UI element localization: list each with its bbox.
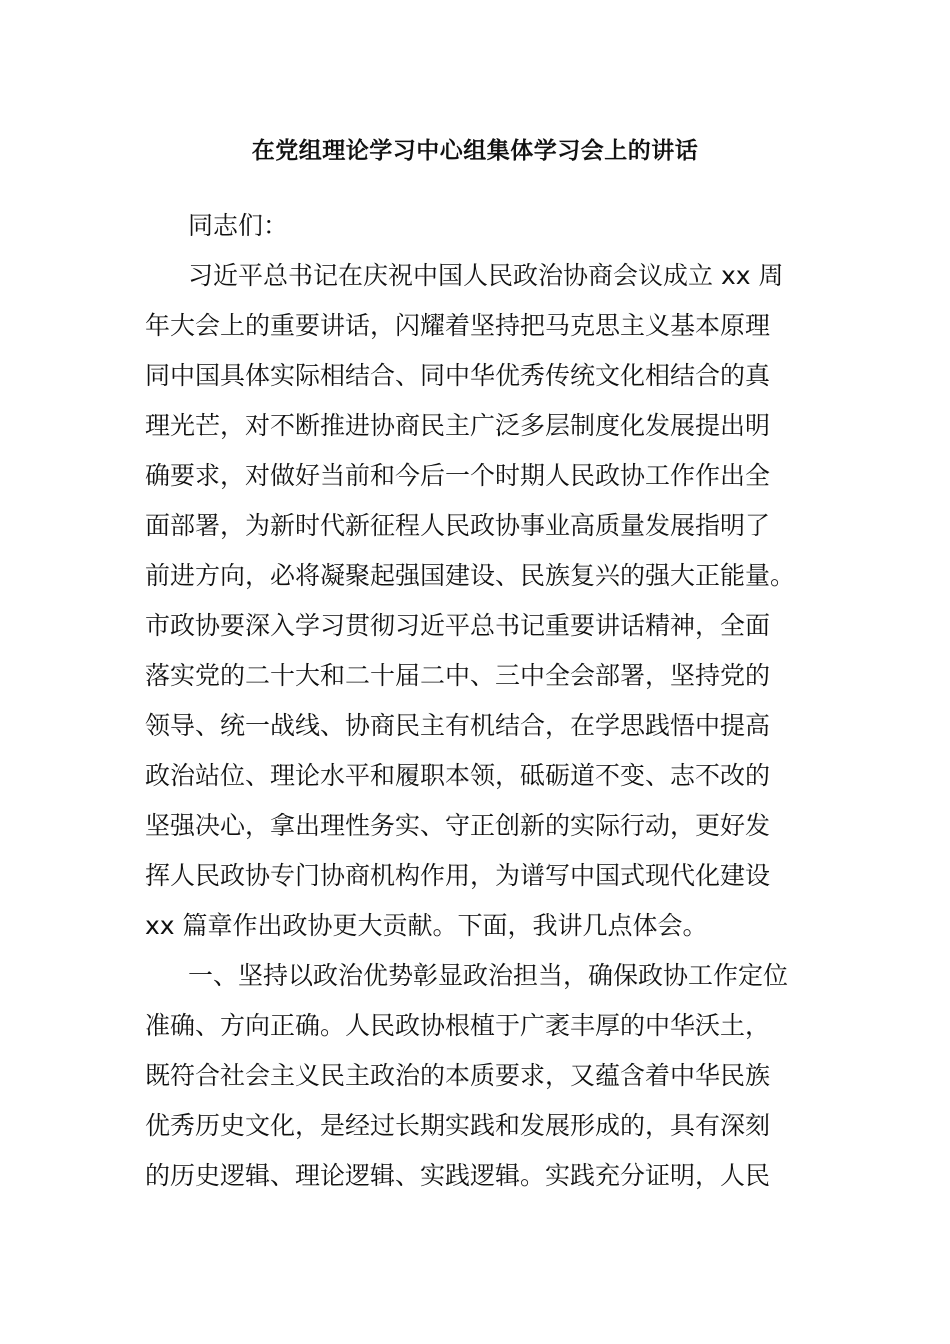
document-body (145, 201, 805, 1201)
body-line: 领导、统一战线、协商民主有机结合，在学思践悟中提高 (145, 711, 771, 740)
body-line: 一、坚持以政治优势彰显政治担当，确保政协工作定位 (188, 961, 789, 990)
body-line: 年大会上的重要讲话，闪耀着坚持把马克思主义基本原理 (145, 311, 771, 340)
body-line: 同中国具体实际相结合、同中华优秀传统文化相结合的真 (145, 361, 771, 390)
body-line: 面部署，为新时代新征程人民政协事业高质量发展指明了 (145, 511, 771, 540)
body-line: 确要求，对做好当前和今后一个时期人民政协工作作出全 (145, 461, 771, 490)
body-line: 市政协要深入学习贯彻习近平总书记重要讲话精神，全面 (145, 611, 771, 640)
document-title: 在党组理论学习中心组集体学习会上的讲话 (251, 138, 699, 164)
body-line: 前进方向，必将凝聚起强国建设、民族复兴的强大正能量。 (145, 561, 796, 590)
body-line: 落实党的二十大和二十届二中、三中全会部署，坚持党的 (145, 661, 771, 690)
body-line: 挥人民政协专门协商机构作用，为谱写中国式现代化建设 (145, 861, 771, 890)
body-line: 理光芒，对不断推进协商民主广泛多层制度化发展提出明 (145, 411, 771, 440)
body-line: 坚强决心，拿出理性务实、守正创新的实际行动，更好发 (145, 811, 771, 840)
body-line: 既符合社会主义民主政治的本质要求，又蕴含着中华民族 (145, 1061, 771, 1090)
body-line: 同志们： (188, 211, 289, 240)
body-line: 优秀历史文化，是经过长期实践和发展形成的，具有深刻 (145, 1111, 771, 1140)
body-line: 习近平总书记在庆祝中国人民政治协商会议成立 xx 周 (188, 261, 784, 290)
body-line: 准确、方向正确。人民政协根植于广袤丰厚的中华沃土， (145, 1011, 771, 1040)
body-line: 的历史逻辑、理论逻辑、实践逻辑。实践充分证明，人民 (145, 1161, 771, 1190)
body-line: xx 篇章作出政协更大贡献。下面，我讲几点体会。 (145, 911, 708, 940)
body-line: 政治站位、理论水平和履职本领，砥砺道不变、志不改的 (145, 761, 771, 790)
